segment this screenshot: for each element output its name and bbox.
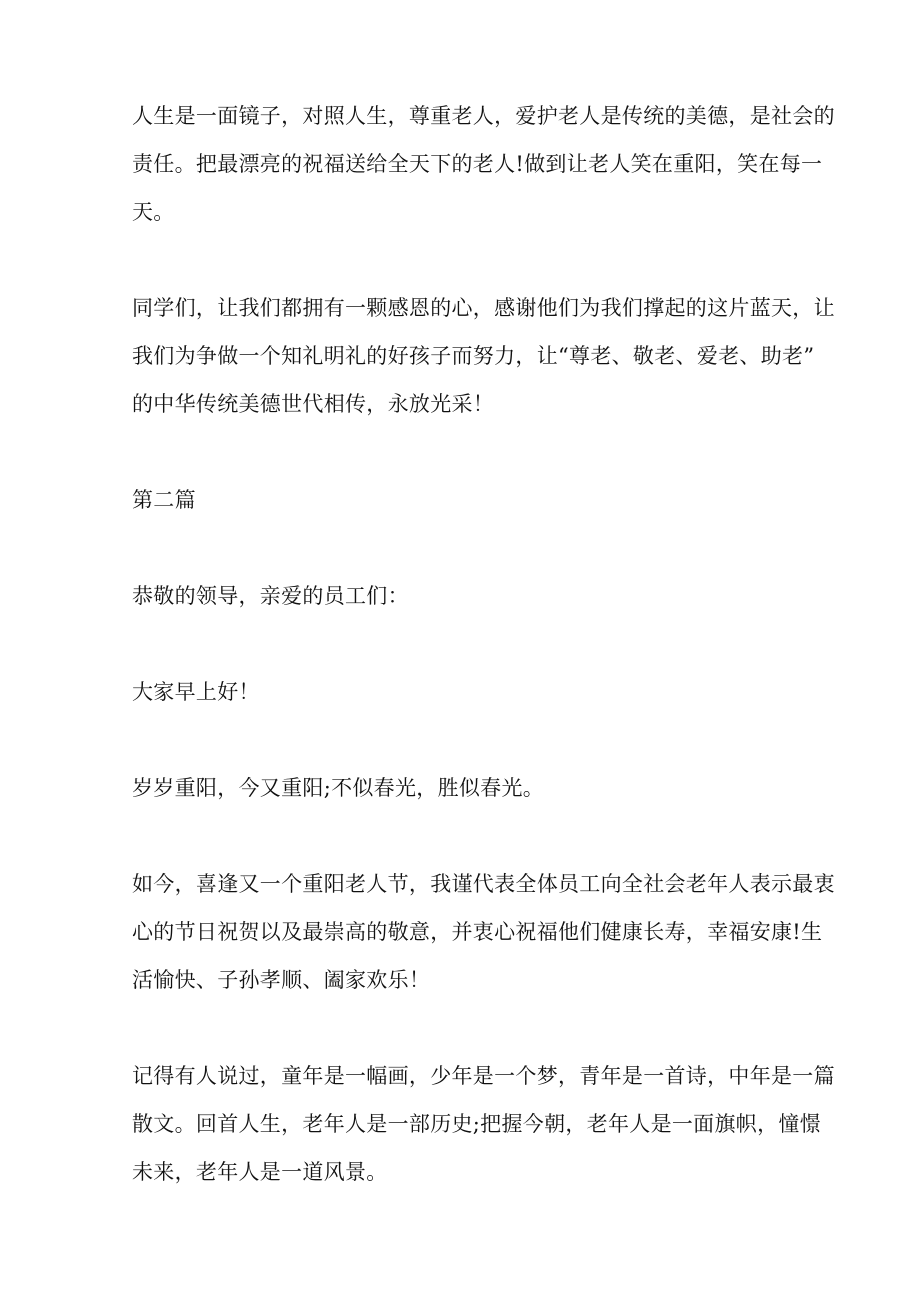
greeting: [132, 668, 796, 716]
paragraph-chongyang: [132, 764, 796, 812]
paragraph-students-gratitude: [132, 284, 835, 428]
heading-line: 第二篇: [132, 488, 196, 512]
paragraph-line: 的中华传统美德世代相传，永放光采！: [132, 392, 495, 416]
paragraph-line: 未来，老年人是一道风景。: [132, 1160, 388, 1184]
paragraph-line: 人生是一面镜子，对照人生，尊重老人，爱护老人是传统的美德，是社会的: [132, 104, 835, 128]
paragraph-respect-elders: [132, 92, 835, 236]
paragraph-line: 散文。回首人生，老年人是一部历史;把握今朝，老年人是一面旗帜，憧憬: [132, 1112, 821, 1136]
paragraph-line: 记得有人说过，童年是一幅画，少年是一个梦，青年是一首诗，中年是一篇: [132, 1064, 835, 1088]
paragraph-line: 同学们，让我们都拥有一颗感恩的心，感谢他们为我们撑起的这片蓝天，让: [132, 296, 835, 320]
paragraph-line: 我们为争做一个知礼明礼的好孩子而努力，让“尊老、敬老、爱老、助老”: [132, 344, 815, 368]
paragraph-line: 如今，喜逢又一个重阳老人节，我谨代表全体员工向全社会老年人表示最衷: [132, 872, 835, 896]
paragraph-line: 天。: [132, 200, 175, 224]
paragraph-line: 大家早上好！: [132, 680, 260, 704]
salutation: [132, 572, 796, 620]
paragraph-line: 责任。把最漂亮的祝福送给全天下的老人!做到让老人笑在重阳，笑在每一: [132, 152, 823, 176]
section-heading-second: [132, 476, 796, 524]
paragraph-life-stages: [132, 1052, 835, 1196]
paragraph-line: 岁岁重阳，今又重阳;不似春光，胜似春光。: [132, 776, 545, 800]
paragraph-line: 心的节日祝贺以及最崇高的敬意，并衷心祝福他们健康长寿，幸福安康!生: [132, 920, 823, 944]
paragraph-line: 活愉快、子孙孝顺、阖家欢乐！: [132, 968, 431, 992]
paragraph-line: 恭敬的领导，亲爱的员工们：: [132, 584, 409, 608]
paragraph-festival-wishes: [132, 860, 835, 1004]
